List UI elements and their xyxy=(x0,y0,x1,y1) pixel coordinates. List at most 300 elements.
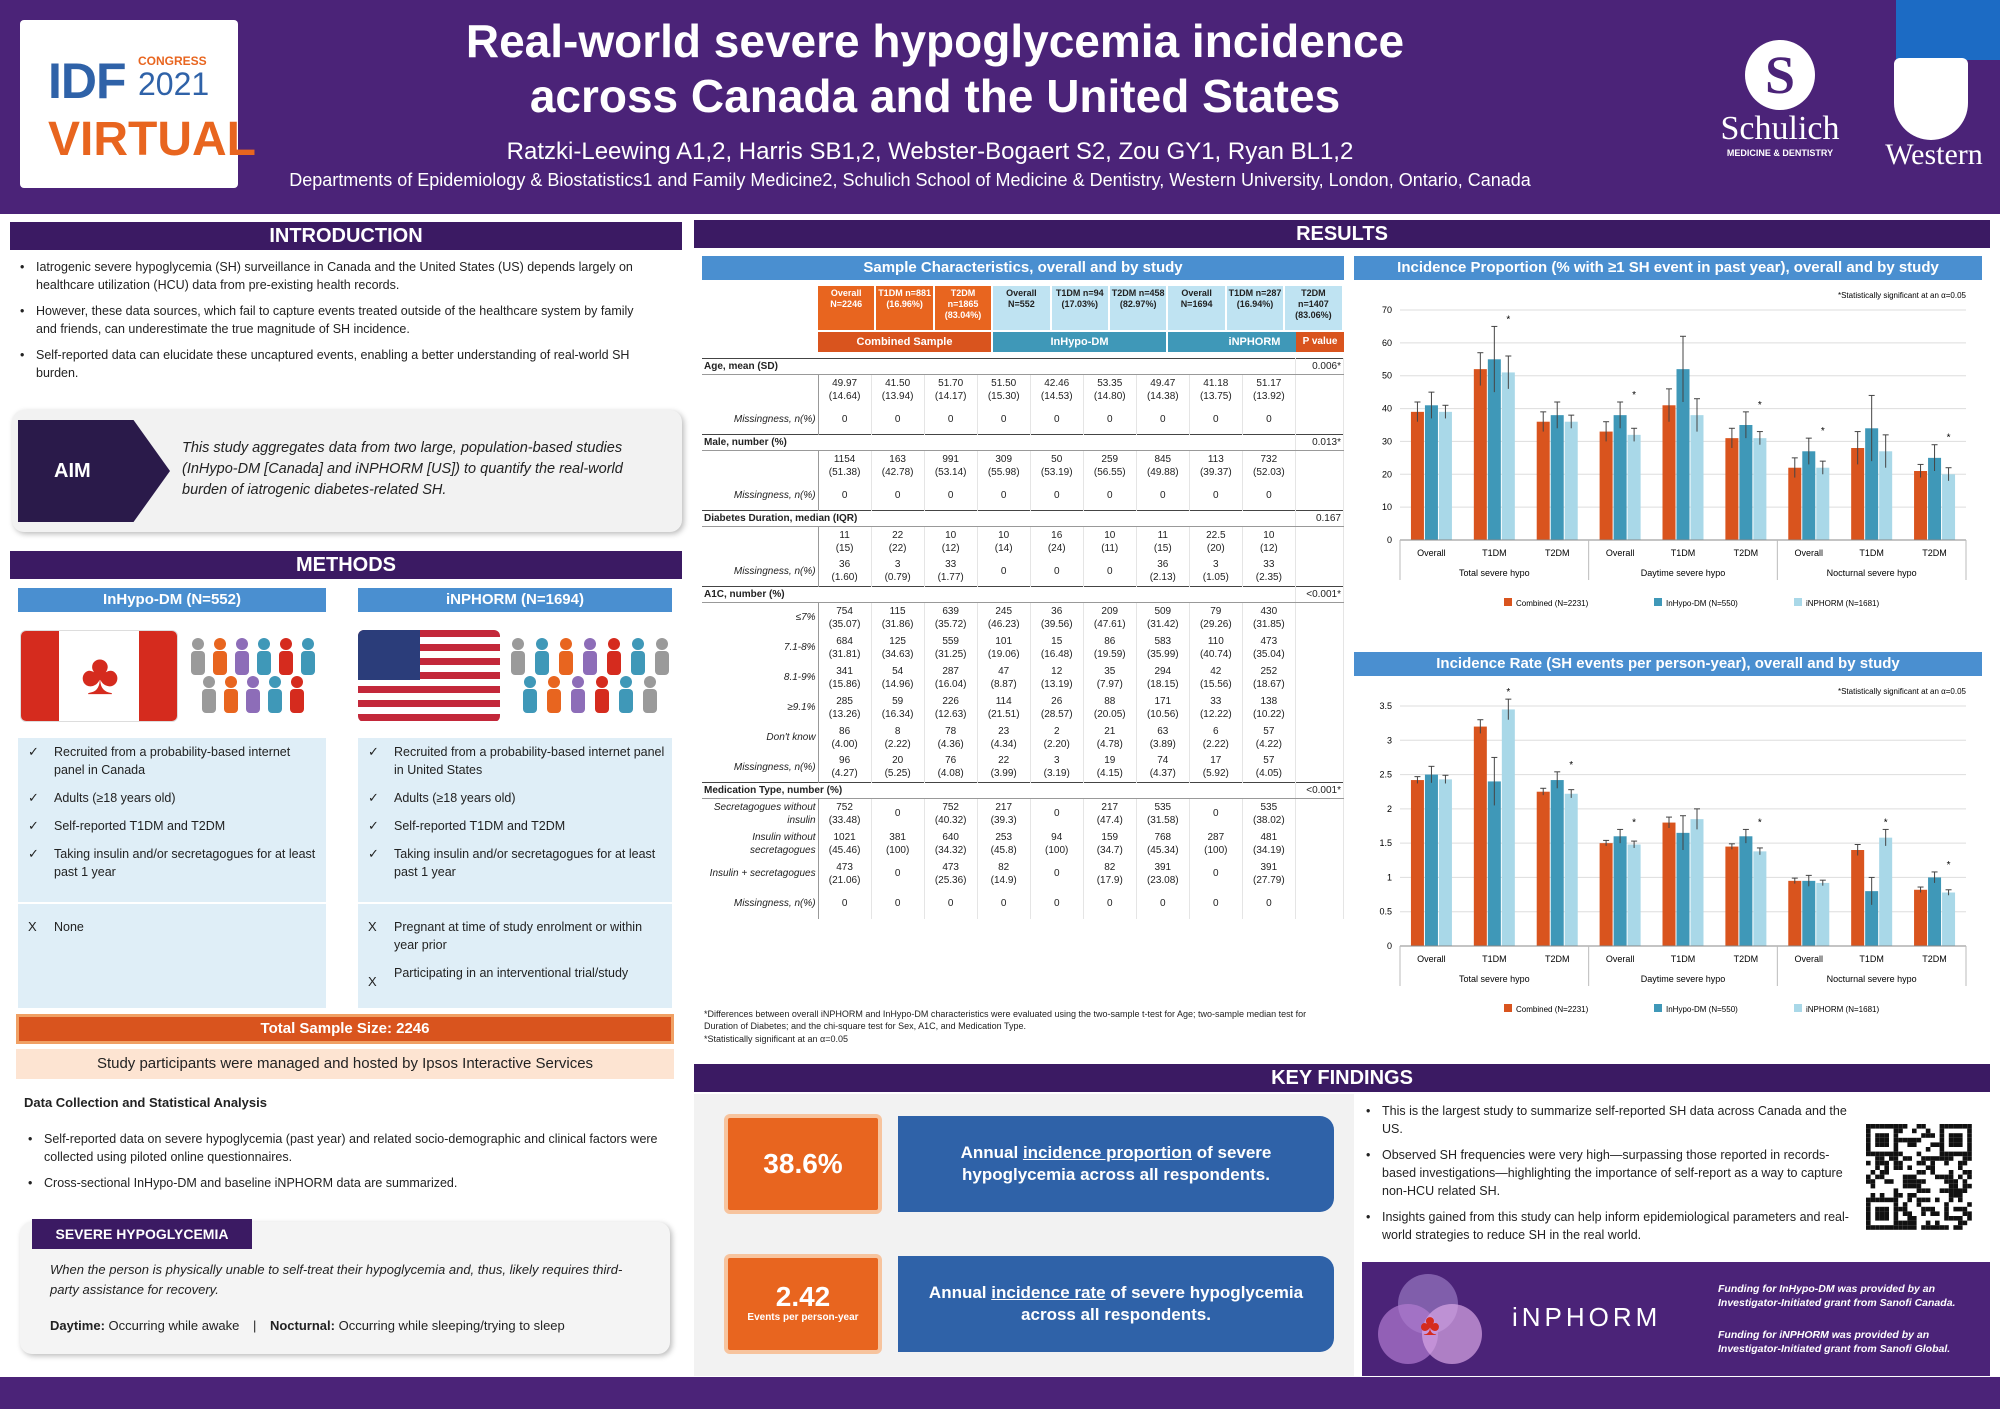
row-label: Missingness, n(%) xyxy=(702,889,818,919)
qr-module xyxy=(1884,1124,1889,1129)
total-sample-bar: Total Sample Size: 2246 xyxy=(16,1014,674,1044)
bar xyxy=(1753,851,1766,946)
inphorm-logo: iNPHORM xyxy=(1512,1302,1662,1332)
qr-module xyxy=(1894,1161,1899,1166)
x-group-label: Nocturnal severe hypo xyxy=(1826,974,1917,984)
table-cell: 381 (100) xyxy=(871,829,924,859)
qr-module xyxy=(1884,1133,1889,1138)
qr-module xyxy=(1866,1202,1871,1207)
qr-module xyxy=(1958,1133,1963,1138)
bar xyxy=(1725,438,1738,540)
legend-swatch xyxy=(1654,1004,1662,1012)
table-cell-empty xyxy=(1295,829,1343,859)
qr-module xyxy=(1967,1184,1972,1189)
qr-module xyxy=(1926,1221,1931,1226)
person-icon xyxy=(536,638,548,650)
y-tick-label: 50 xyxy=(1381,370,1392,381)
section-label: Medication Type, number (%) xyxy=(702,783,1295,799)
table-cell-empty xyxy=(1295,451,1343,481)
bar xyxy=(1914,471,1927,540)
qr-module xyxy=(1903,1202,1908,1207)
table-cell: 0 xyxy=(871,481,924,511)
qr-module xyxy=(1963,1207,1968,1212)
bar xyxy=(1565,794,1578,946)
check-mark-icon: ✓ xyxy=(28,846,39,861)
qr-module xyxy=(1958,1221,1963,1226)
qr-module xyxy=(1898,1165,1903,1170)
qr-module xyxy=(1907,1211,1912,1216)
table-cell: 0 xyxy=(818,405,871,435)
qr-module xyxy=(1953,1179,1958,1184)
table-cell: 473 (21.06) xyxy=(818,859,871,889)
qr-module xyxy=(1921,1179,1926,1184)
table-cell: 57 (4.05) xyxy=(1242,753,1295,783)
table-cell: 0 xyxy=(1136,481,1189,511)
qr-module xyxy=(1921,1124,1926,1129)
qr-module xyxy=(1871,1193,1876,1198)
table-footnote-1: *Differences between overall iNPHORM and InHypo-DM characteristics were evaluated using the two-sample t-test for Age; two-sample median test for Duration of Diabetes; and the chi-square test for Sex, A1C, and Medication Type. xyxy=(704,1009,1307,1031)
idf-logo-congress: CONGRESS xyxy=(138,54,207,68)
bar xyxy=(1753,438,1766,540)
table-cell: 732 (52.03) xyxy=(1242,451,1295,481)
qr-module xyxy=(1917,1179,1922,1184)
qr-module xyxy=(1884,1198,1889,1203)
bar xyxy=(1942,474,1955,540)
table-cell: 259 (56.55) xyxy=(1083,451,1136,481)
qr-module xyxy=(1894,1198,1899,1203)
table-row xyxy=(702,829,1344,859)
qr-module xyxy=(1944,1179,1949,1184)
table-cell: 10 (14) xyxy=(977,527,1030,557)
qr-module xyxy=(1898,1124,1903,1129)
qr-module xyxy=(1953,1216,1958,1221)
rate-text-box xyxy=(898,1256,1334,1352)
qr-module xyxy=(1903,1184,1908,1189)
qr-module xyxy=(1880,1216,1885,1221)
table-section-row xyxy=(702,587,1344,603)
table-row xyxy=(702,663,1344,693)
inhypo-heading: InHypo-DM (N=552) xyxy=(18,588,326,612)
bar xyxy=(1614,836,1627,946)
row-label: Don't know xyxy=(702,723,818,753)
qr-module xyxy=(1940,1129,1945,1134)
western-tab xyxy=(1896,0,2000,60)
table-cell: 0 xyxy=(1083,481,1136,511)
qr-module xyxy=(1921,1198,1926,1203)
chart-note: *Statistically significant at an α=0.05 xyxy=(1837,687,1966,696)
table-cell: 51.17 (13.92) xyxy=(1242,375,1295,405)
bar xyxy=(1663,405,1676,540)
qr-module xyxy=(1963,1170,1968,1175)
table-row xyxy=(702,889,1344,919)
qr-module xyxy=(1880,1175,1885,1180)
qr-module xyxy=(1926,1156,1931,1161)
y-tick-label: 20 xyxy=(1381,469,1392,480)
qr-module xyxy=(1866,1221,1871,1226)
qr-module xyxy=(1875,1152,1880,1157)
legend-swatch xyxy=(1504,1004,1512,1012)
person-body-icon xyxy=(583,651,597,675)
table-cell: 82 (17.9) xyxy=(1083,859,1136,889)
table-cell: 0 xyxy=(977,405,1030,435)
qr-module xyxy=(1880,1207,1885,1212)
criteria-item xyxy=(18,738,326,784)
qr-module xyxy=(1912,1184,1917,1189)
person-icon xyxy=(302,638,314,650)
qr-module xyxy=(1907,1221,1912,1226)
poster-footer xyxy=(0,1377,2000,1409)
table-cell: 639 (35.72) xyxy=(924,603,977,633)
qr-module xyxy=(1917,1170,1922,1175)
qr-module xyxy=(1894,1202,1899,1207)
x-group-label: Nocturnal severe hypo xyxy=(1826,568,1917,578)
qr-module xyxy=(1875,1165,1880,1170)
table-col-head: T1DM n=287 (16.94%) xyxy=(1227,286,1283,330)
legend-label: iNPHORM (N=1681) xyxy=(1806,1005,1880,1014)
qr-module xyxy=(1903,1207,1908,1212)
criteria-item xyxy=(18,840,326,886)
bar xyxy=(1488,781,1501,946)
criteria-text: Self-reported T1DM and T2DM xyxy=(394,819,566,833)
severe-hypo-definition: When the person is physically unable to self-treat their hypoglycemia and, thus, likely requires third-party assistance for recovery. xyxy=(50,1262,623,1297)
data-collection-bullet: • Self-reported data on severe hypoglycemia (past year) and related socio-demographic and clinical factors were collected using piloted online questionnaires. xyxy=(24,1130,664,1166)
person-body-icon xyxy=(202,689,216,713)
bar xyxy=(1663,823,1676,946)
table-cell-empty xyxy=(1295,375,1343,405)
authors: Ratzki-Leewing A1,2, Harris SB1,2, Webster-Bogaert S2, Zou GY1, Ryan BL1,2 xyxy=(506,138,1354,165)
qr-module xyxy=(1866,1207,1871,1212)
qr-module xyxy=(1880,1161,1885,1166)
qr-module xyxy=(1944,1211,1949,1216)
qr-module xyxy=(1935,1211,1940,1216)
intro-bullet: • Iatrogenic severe hypoglycemia (SH) surveillance in Canada and the United States (US) depends largely on healthcare utilization (HCU) data from pre-existing health records. xyxy=(16,258,656,294)
qr-module xyxy=(1963,1152,1968,1157)
qr-module xyxy=(1894,1156,1899,1161)
table-cell: 845 (49.88) xyxy=(1136,451,1189,481)
table-col-head: Overall N=552 xyxy=(993,286,1049,330)
criteria-text: Adults (≥18 years old) xyxy=(54,791,176,805)
qr-module xyxy=(1912,1179,1917,1184)
person-icon xyxy=(225,676,237,688)
key-findings-heading: KEY FINDINGS xyxy=(694,1064,1990,1092)
significance-marker: * xyxy=(1946,859,1951,871)
check-mark-icon: ✓ xyxy=(368,744,379,759)
qr-module xyxy=(1926,1147,1931,1152)
sh-daytime-nocturnal: Daytime: Occurring while awake | Nocturnal: Occurring while sleeping/trying to sleep xyxy=(50,1318,565,1333)
x-tick-label: T1DM xyxy=(1482,954,1507,964)
person-body-icon xyxy=(595,689,609,713)
table-cell: 0 xyxy=(924,481,977,511)
table-cell: 49.47 (14.38) xyxy=(1136,375,1189,405)
table-cell-empty xyxy=(1295,799,1343,829)
table-section-row xyxy=(702,783,1344,799)
title-line-1: Real-world severe hypoglycemia incidence xyxy=(465,15,1405,67)
ipsos-note: Study participants were managed and hosted by Ipsos Interactive Services xyxy=(16,1049,674,1079)
table-cell: 22 (3.99) xyxy=(977,753,1030,783)
qr-module xyxy=(1949,1216,1954,1221)
person-icon xyxy=(214,638,226,650)
table-group-heads xyxy=(818,286,1344,358)
qr-module xyxy=(1930,1156,1935,1161)
table-cell: 8 (2.22) xyxy=(871,723,924,753)
qr-module xyxy=(1866,1147,1871,1152)
table-cell: 217 (47.4) xyxy=(1083,799,1136,829)
table-col-head: T1DM n=94 (17.03%) xyxy=(1052,286,1108,330)
x-tick-label: T1DM xyxy=(1859,954,1884,964)
qr-code-icon[interactable] xyxy=(1860,1118,1976,1234)
schulich-name: Schulich xyxy=(1720,110,1840,147)
bar xyxy=(1474,369,1487,540)
qr-module xyxy=(1967,1170,1972,1175)
qr-module xyxy=(1921,1188,1926,1193)
qr-module xyxy=(1963,1156,1968,1161)
qr-module xyxy=(1944,1207,1949,1212)
qr-module xyxy=(1940,1175,1945,1180)
qr-module xyxy=(1871,1198,1876,1203)
legend-label: iNPHORM (N=1681) xyxy=(1806,599,1880,608)
table-cell: 16 (24) xyxy=(1030,527,1083,557)
qr-module xyxy=(1894,1147,1899,1152)
qr-module xyxy=(1940,1152,1945,1157)
qr-module xyxy=(1949,1138,1954,1143)
check-mark-icon: ✓ xyxy=(368,790,379,805)
legend-swatch xyxy=(1794,598,1802,606)
criteria-text: Recruited from a probability-based internet panel in United States xyxy=(394,745,665,777)
x-tick-label: Overall xyxy=(1605,954,1635,964)
qr-module xyxy=(1903,1179,1908,1184)
p-value: <0.001* xyxy=(1295,783,1343,799)
y-tick-label: 0 xyxy=(1386,941,1392,951)
bar xyxy=(1600,432,1613,540)
qr-module xyxy=(1894,1221,1899,1226)
bar xyxy=(1879,838,1892,946)
criteria-item xyxy=(18,902,326,941)
inhypo-logo-icon: ♣ xyxy=(1378,1274,1488,1366)
section-label: A1C, number (%) xyxy=(702,587,1295,603)
table-cell: 768 (45.34) xyxy=(1136,829,1189,859)
poster-header xyxy=(0,0,2000,214)
qr-module xyxy=(1889,1156,1894,1161)
person-icon xyxy=(560,638,572,650)
table-col-head: T2DM n=458 (82.97%) xyxy=(1110,286,1166,330)
table-cell: 0 xyxy=(977,481,1030,511)
criteria-item xyxy=(18,784,326,812)
rate-text-link: incidence rate xyxy=(991,1283,1106,1302)
bar xyxy=(1439,412,1452,540)
table-cell-empty xyxy=(1295,859,1343,889)
table-cell: 41.50 (13.94) xyxy=(871,375,924,405)
table-cell-empty xyxy=(1295,603,1343,633)
qr-module xyxy=(1944,1156,1949,1161)
qr-module xyxy=(1889,1198,1894,1203)
qr-module xyxy=(1912,1129,1917,1134)
key-finding-bullet: • This is the largest study to summarize self-reported SH data across Canada and the US. xyxy=(1362,1102,1852,1138)
table-cell: 3 (0.79) xyxy=(871,557,924,587)
qr-module xyxy=(1935,1175,1940,1180)
key-finding-bullet: • Insights gained from this study can help inform epidemiological parameters and real-world strategies to reduce SH in the real world. xyxy=(1362,1208,1852,1244)
qr-module xyxy=(1953,1207,1958,1212)
qr-module xyxy=(1917,1152,1922,1157)
rate-text-pre: Annual xyxy=(928,1283,992,1302)
table-row xyxy=(702,859,1344,889)
row-label: Insulin without secretagogues xyxy=(702,829,818,859)
qr-module xyxy=(1917,1138,1922,1143)
table-cell: 86 (19.59) xyxy=(1083,633,1136,663)
usa-flag-icon xyxy=(358,630,500,722)
exclusion-mark-icon: X xyxy=(368,974,377,989)
table-cell: 0 xyxy=(1242,405,1295,435)
qr-module xyxy=(1880,1142,1885,1147)
table-cell: 53.35 (14.80) xyxy=(1083,375,1136,405)
table-cell: 0 xyxy=(1189,859,1242,889)
rate-value: 2.42 xyxy=(775,1281,831,1312)
table-cell: 285 (13.26) xyxy=(818,693,871,723)
qr-module xyxy=(1958,1142,1963,1147)
qr-module xyxy=(1930,1211,1935,1216)
qr-module xyxy=(1912,1216,1917,1221)
y-tick-label: 0 xyxy=(1386,535,1392,545)
qr-module xyxy=(1875,1138,1880,1143)
chart-note: *Statistically significant at an α=0.05 xyxy=(1837,291,1966,300)
pvalue-head: P value xyxy=(1296,332,1344,352)
table-cell: 79 (29.26) xyxy=(1189,603,1242,633)
table-cell: 115 (31.86) xyxy=(871,603,924,633)
table-cell: 22.5 (20) xyxy=(1189,527,1242,557)
qr-module xyxy=(1958,1161,1963,1166)
bar xyxy=(1788,468,1801,540)
table-cell: 509 (31.42) xyxy=(1136,603,1189,633)
table-cell-empty xyxy=(1295,633,1343,663)
table-cell: 57 (4.22) xyxy=(1242,723,1295,753)
qr-module xyxy=(1967,1211,1972,1216)
qr-module xyxy=(1898,1221,1903,1226)
qr-module xyxy=(1894,1133,1899,1138)
table-section-row xyxy=(702,511,1344,527)
qr-module xyxy=(1880,1152,1885,1157)
table-cell: 51.50 (15.30) xyxy=(977,375,1030,405)
qr-module xyxy=(1866,1175,1871,1180)
table-cell-empty xyxy=(1295,557,1343,587)
qr-module xyxy=(1949,1142,1954,1147)
table-cell: 309 (55.98) xyxy=(977,451,1030,481)
table-cell-empty xyxy=(1295,481,1343,511)
table-cell-empty xyxy=(1295,889,1343,919)
table-cell: 101 (19.06) xyxy=(977,633,1030,663)
person-icon xyxy=(203,676,215,688)
affiliations: Departments of Epidemiology & Biostatistics1 and Family Medicine2, Schulich School of Medicine & Dentistry, Western University, London, Ontario, Canada xyxy=(289,170,1531,190)
qr-module xyxy=(1912,1193,1917,1198)
table-cell: 74 (4.37) xyxy=(1136,753,1189,783)
x-tick-label: Overall xyxy=(1417,548,1446,558)
row-label: Secretagogues without insulin xyxy=(702,799,818,829)
idf-logo-text: IDF xyxy=(48,53,126,109)
table-body xyxy=(702,358,1344,919)
qr-module xyxy=(1907,1184,1912,1189)
table-cell-empty xyxy=(1295,693,1343,723)
chart-2-area xyxy=(1354,678,1982,1046)
table-cell: 125 (34.63) xyxy=(871,633,924,663)
bar xyxy=(1942,893,1955,946)
qr-module xyxy=(1884,1152,1889,1157)
proportion-text xyxy=(918,1142,1314,1186)
table-cell: 88 (20.05) xyxy=(1083,693,1136,723)
section-label: Male, number (%) xyxy=(702,435,1295,451)
significance-marker: * xyxy=(1757,399,1762,411)
qr-module xyxy=(1880,1193,1885,1198)
x-tick-label: T2DM xyxy=(1922,954,1947,964)
table-cell: 0 xyxy=(1083,405,1136,435)
qr-module xyxy=(1967,1216,1972,1221)
qr-module xyxy=(1953,1138,1958,1143)
qr-module xyxy=(1894,1211,1899,1216)
table-cell: 0 xyxy=(1242,889,1295,919)
table-cell: 21 (4.78) xyxy=(1083,723,1136,753)
p-value: <0.001* xyxy=(1295,587,1343,603)
qr-module xyxy=(1894,1207,1899,1212)
table-group-head: InHypo-DM xyxy=(993,332,1166,352)
qr-module xyxy=(1921,1156,1926,1161)
qr-module xyxy=(1894,1225,1899,1230)
intro-bullets xyxy=(16,258,656,390)
table-cell: 0 xyxy=(1030,799,1083,829)
qr-module xyxy=(1903,1221,1908,1226)
table-row xyxy=(702,527,1344,557)
severe-hypo-tag: SEVERE HYPOGLYCEMIA xyxy=(32,1219,252,1249)
person-icon xyxy=(512,638,524,650)
table-cell: 341 (15.86) xyxy=(818,663,871,693)
qr-module xyxy=(1898,1225,1903,1230)
table-cell: 0 xyxy=(1083,889,1136,919)
section-label: Age, mean (SD) xyxy=(702,359,1295,375)
inhypo-criteria xyxy=(18,738,326,1008)
qr-module xyxy=(1921,1161,1926,1166)
qr-module xyxy=(1949,1198,1954,1203)
table-cell: 473 (25.36) xyxy=(924,859,977,889)
criteria-text: Self-reported T1DM and T2DM xyxy=(54,819,226,833)
qr-module xyxy=(1967,1156,1972,1161)
check-mark-icon: ✓ xyxy=(368,846,379,861)
y-tick-label: 60 xyxy=(1381,337,1392,348)
table-section-row xyxy=(702,359,1344,375)
y-tick-label: 70 xyxy=(1381,305,1392,315)
qr-module xyxy=(1949,1156,1954,1161)
table-cell: 0 xyxy=(1030,557,1083,587)
bar xyxy=(1425,405,1438,540)
qr-module xyxy=(1940,1147,1945,1152)
qr-module xyxy=(1880,1138,1885,1143)
bar xyxy=(1914,890,1927,946)
qr-module xyxy=(1871,1225,1876,1230)
qr-module xyxy=(1949,1193,1954,1198)
legend-swatch xyxy=(1654,598,1662,606)
qr-module xyxy=(1940,1156,1945,1161)
bar xyxy=(1628,435,1641,540)
bar xyxy=(1788,881,1801,946)
table-cell: 217 (39.3) xyxy=(977,799,1030,829)
table-cell: 0 xyxy=(871,889,924,919)
qr-module xyxy=(1953,1184,1958,1189)
incidence-proportion-chart xyxy=(1354,282,1982,640)
table-cell: 0 xyxy=(924,889,977,919)
qr-module xyxy=(1958,1152,1963,1157)
table-cell: 226 (12.63) xyxy=(924,693,977,723)
person-icon xyxy=(524,676,536,688)
qr-module xyxy=(1894,1152,1899,1157)
person-body-icon xyxy=(523,689,537,713)
person-body-icon xyxy=(559,651,573,675)
qr-module xyxy=(1884,1165,1889,1170)
qr-module xyxy=(1907,1179,1912,1184)
